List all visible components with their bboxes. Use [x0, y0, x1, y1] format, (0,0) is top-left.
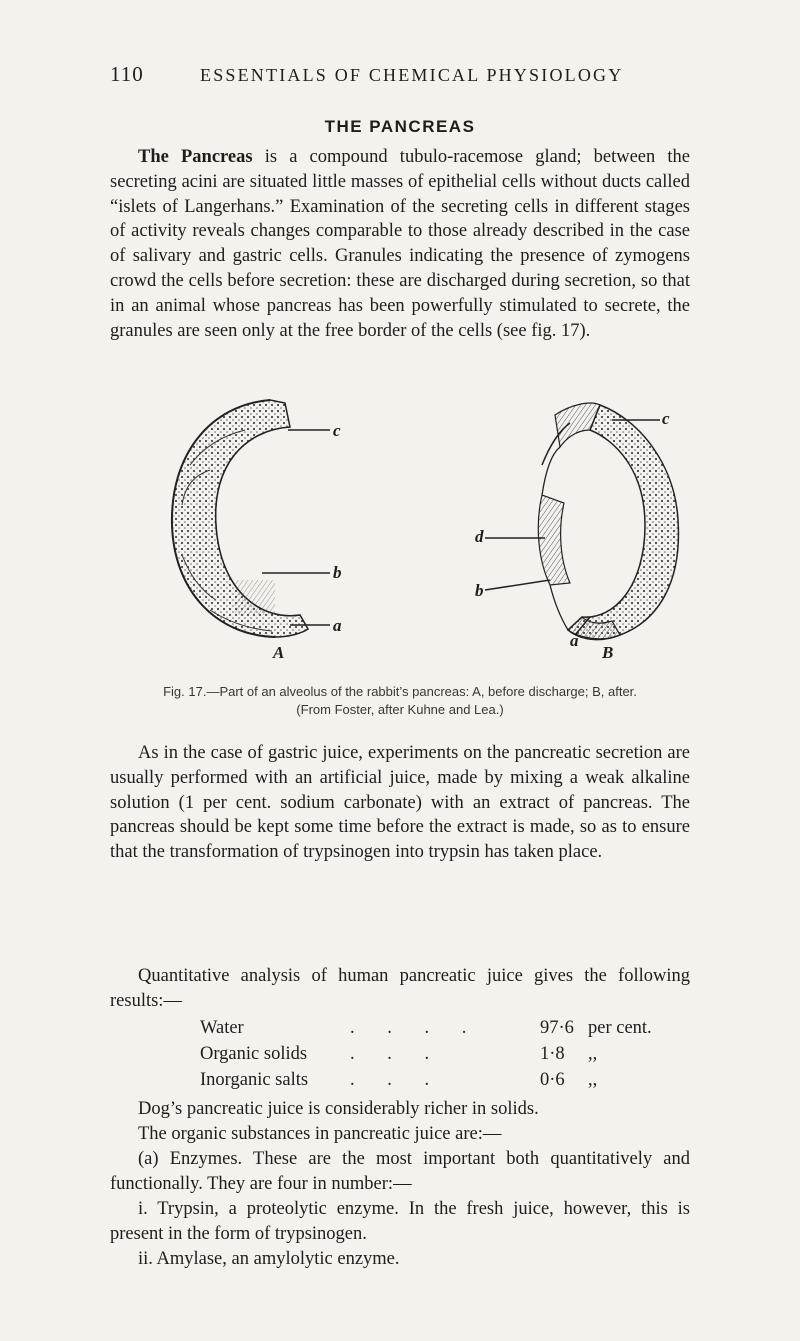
panel-a-label-a: a — [333, 616, 342, 635]
panel-b-drawing — [485, 403, 678, 640]
panel-a-label-b: b — [333, 563, 342, 582]
page-number: 110 — [110, 62, 144, 86]
alveolus-illustration — [150, 385, 710, 665]
panel-a-drawing — [172, 400, 330, 637]
intro-lead: The Pancreas — [138, 147, 253, 167]
panel-b-letter: B — [602, 643, 614, 662]
trypsin-paragraph: i. Trypsin, a proteolytic enzyme. In the fresh juice, however, this is present in the form of trypsinogen. — [110, 1199, 690, 1244]
artificial-juice-paragraph: As in the case of gastric juice, experiments on the pancreatic secretion are usually performed with an artificial juice, made by mixing a weak alkaline solution (1 per cent. sodium carbonate) with an extract of pancreas. The pancreas should be kept some time before the extract is made, so as to ensure that the transformation of trypsinogen into trypsin has taken place. — [110, 743, 690, 863]
panel-a-letter: A — [273, 643, 285, 662]
amylase-paragraph: ii. Amylase, an amylolytic enzyme. — [138, 1249, 400, 1269]
section-title: THE PANCREAS — [324, 117, 476, 136]
results-row-inorganic: Inorganic salts . . . 0·6 ,, — [200, 1070, 598, 1090]
figure-caption — [110, 683, 690, 719]
results-row-water: Water . . . . 97·6 per cent. — [200, 1018, 652, 1038]
running-head: ESSENTIALS OF CHEMICAL PHYSIOLOGY — [200, 65, 624, 85]
caption-line-2: (From Foster, after Kuhne and Lea.) — [296, 702, 504, 717]
page-header — [110, 62, 710, 90]
panel-b-label-b: b — [475, 581, 484, 600]
intro-text: is a compound tubulo-racemose gland; between the secreting acini are situated little masses of epithelial cells without ducts called “islets of Langerhans.” Examination of the secreting cells in different stages of activity reveals changes comparable to those already described in the case of salivary and gastric cells. Granules indicating the presence of zymogens crowd the cells before secretion: these are discharged during secretion, so that in an animal whose pancreas has been powerfully stimulated to secrete, the granules are seen only at the free border of the cells (see fig. 17). — [110, 147, 690, 341]
intro-paragraph — [110, 145, 690, 343]
analysis-paragraph: Quantitative analysis of human pancreatic juice gives the following results:— — [110, 966, 690, 1011]
results-row-organic: Organic solids . . . 1·8 ,, — [200, 1044, 598, 1064]
panel-b-label-c: c — [662, 409, 670, 428]
organic-substances-paragraph: The organic substances in pancreatic juice are:— — [138, 1124, 502, 1144]
panel-b-label-a: a — [570, 631, 579, 650]
results-table — [200, 1018, 700, 1096]
enzymes-paragraph: (a) Enzymes. These are the most important both quantitatively and functionally. They are four in number:— — [110, 1149, 690, 1194]
caption-line-1: Fig. 17.—Part of an alveolus of the rabbit’s pancreas: A, before discharge; B, after. — [163, 684, 637, 699]
panel-b-label-d: d — [475, 527, 484, 546]
figure-17 — [150, 385, 710, 665]
dog-juice-paragraph: Dog’s pancreatic juice is considerably richer in solids. — [138, 1099, 539, 1119]
panel-a-label-c: c — [333, 421, 341, 440]
